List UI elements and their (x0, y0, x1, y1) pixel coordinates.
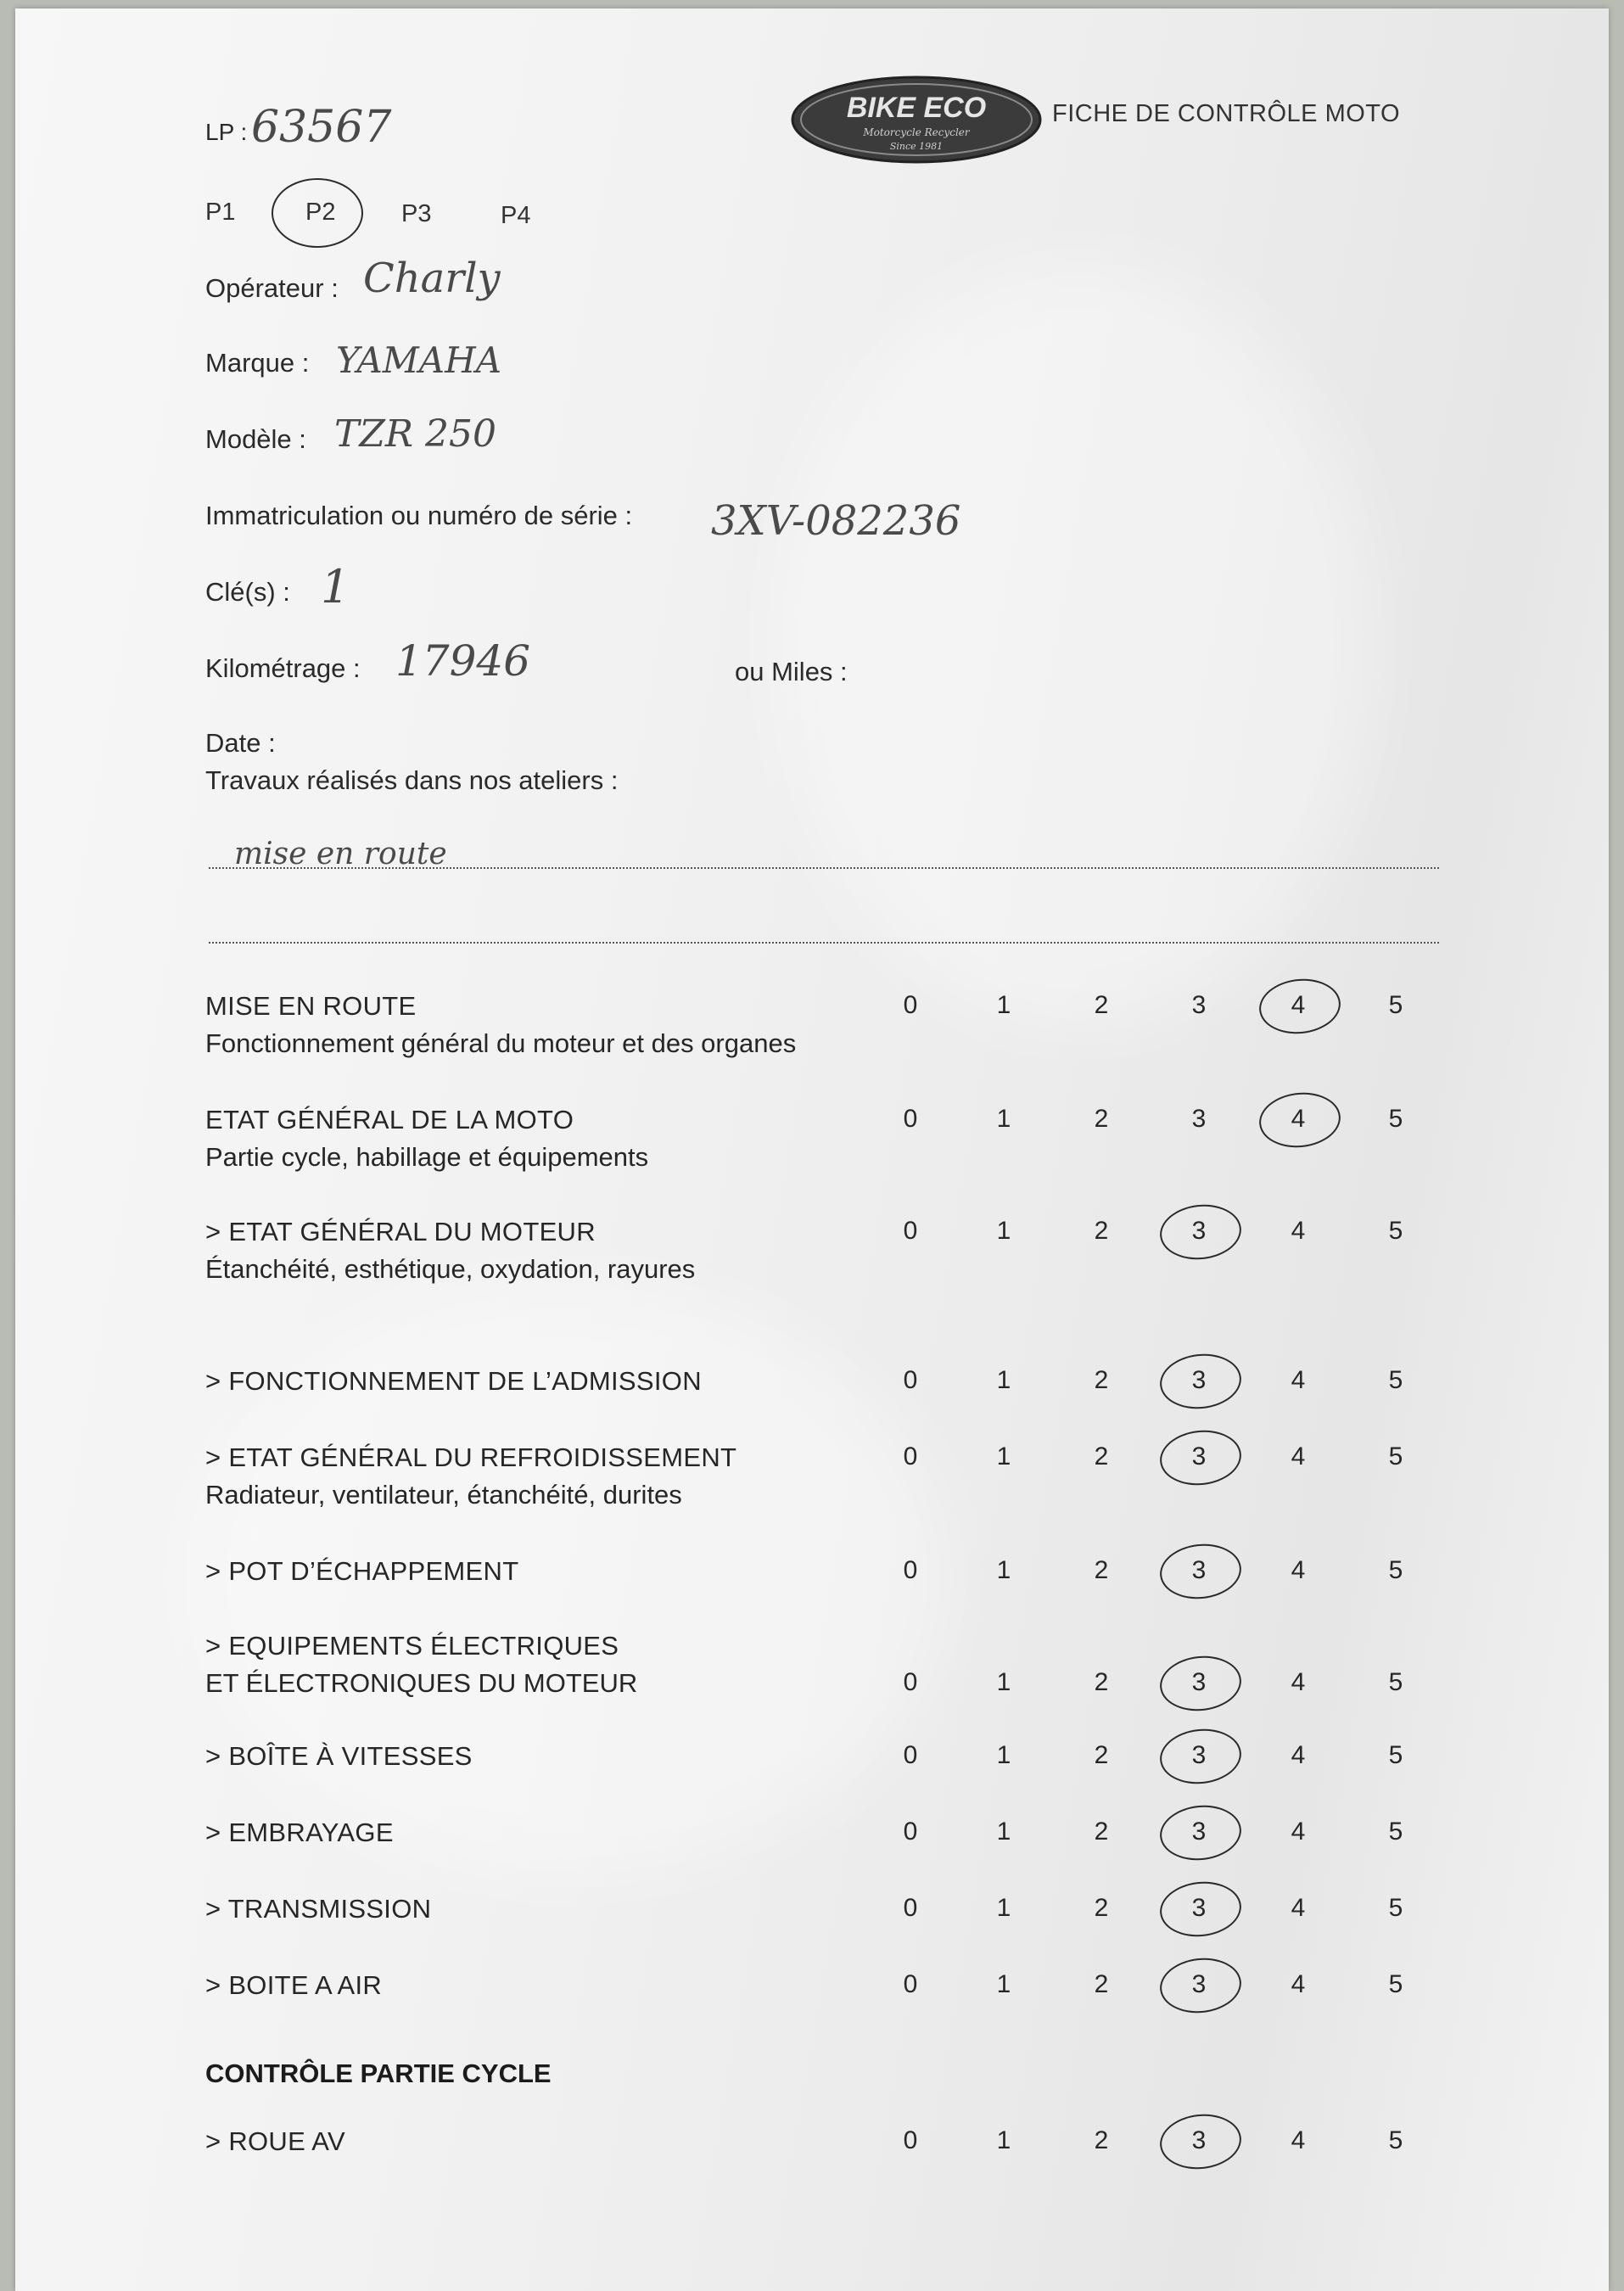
row-7-score-2[interactable]: 2 (1094, 1668, 1109, 1696)
cles-label: Clé(s) : (205, 577, 290, 607)
p-option-3: P3 (401, 200, 432, 227)
row-6-score-2[interactable]: 2 (1094, 1556, 1109, 1584)
immat-value: 3XV-082236 (711, 497, 961, 545)
row-11-score-0[interactable]: 0 (903, 1970, 918, 1998)
row-9-selected-circle (1157, 1801, 1244, 1864)
travaux-line-1 (209, 867, 1439, 869)
row-3-score-0[interactable]: 0 (903, 1217, 918, 1245)
row-9-title: > EMBRAYAGE (205, 1818, 394, 1847)
row-10-score-4[interactable]: 4 (1291, 1894, 1306, 1922)
cycle-row-1-score-1[interactable]: 1 (996, 2126, 1011, 2154)
row-8-selected-circle (1157, 1725, 1244, 1788)
row-7-score-5[interactable]: 5 (1388, 1668, 1403, 1696)
row-8-score-4[interactable]: 4 (1291, 1741, 1306, 1769)
row-5-score-0[interactable]: 0 (903, 1442, 918, 1470)
lp-label: LP : (205, 119, 248, 145)
row-3-subtitle: Étanchéité, esthétique, oxydation, rayures (205, 1254, 696, 1284)
row-10-score-1[interactable]: 1 (996, 1894, 1011, 1922)
p-option-1: P1 (205, 199, 236, 226)
row-1-title: MISE EN ROUTE (205, 991, 417, 1021)
bike-eco-logo (789, 73, 1044, 166)
miles-label: ou Miles : (735, 657, 848, 686)
p2-selection-circle (272, 178, 363, 248)
row-6-title: > POT D’ÉCHAPPEMENT (205, 1556, 519, 1586)
row-10-score-2[interactable]: 2 (1094, 1894, 1109, 1922)
row-8-score-2[interactable]: 2 (1094, 1741, 1109, 1769)
row-5-score-5[interactable]: 5 (1388, 1442, 1403, 1470)
date-label: Date : (205, 728, 276, 758)
km-value: 17946 (395, 636, 531, 686)
row-5-subtitle: Radiateur, ventilateur, étanchéité, durites (205, 1480, 682, 1510)
logo-since: Since 1981 (889, 141, 944, 152)
row-6-score-3[interactable]: 3 (1191, 1556, 1207, 1584)
row-4-score-2[interactable]: 2 (1094, 1366, 1109, 1394)
row-1-score-4[interactable]: 4 (1291, 991, 1306, 1019)
row-1-score-5[interactable]: 5 (1388, 991, 1403, 1019)
row-10-selected-circle (1157, 1878, 1244, 1941)
row-2-score-5[interactable]: 5 (1388, 1105, 1403, 1133)
cles-value: 1 (321, 560, 350, 613)
row-9-score-3[interactable]: 3 (1191, 1818, 1207, 1846)
row-5-score-1[interactable]: 1 (996, 1442, 1011, 1470)
row-5-score-4[interactable]: 4 (1291, 1442, 1306, 1470)
row-9-score-5[interactable]: 5 (1388, 1818, 1403, 1846)
row-10-score-0[interactable]: 0 (903, 1894, 918, 1922)
modele-label: Modèle : (205, 424, 306, 454)
row-1-score-0[interactable]: 0 (903, 991, 918, 1019)
row-1-subtitle: Fonctionnement général du moteur et des organes (205, 1028, 797, 1058)
row-4-score-3[interactable]: 3 (1191, 1366, 1207, 1394)
row-4-selected-circle (1157, 1350, 1244, 1413)
row-7-score-3[interactable]: 3 (1191, 1668, 1207, 1696)
row-7-title: > EQUIPEMENTS ÉLECTRIQUES (205, 1631, 619, 1661)
row-2-subtitle: Partie cycle, habillage et équipements (205, 1142, 649, 1172)
row-2-selected-circle (1257, 1089, 1343, 1151)
row-9-score-0[interactable]: 0 (903, 1818, 918, 1846)
travaux-value: mise en route (234, 837, 447, 871)
modele-value: TZR 250 (334, 412, 497, 456)
row-6-score-0[interactable]: 0 (903, 1556, 918, 1584)
row-11-title: > BOITE A AIR (205, 1970, 383, 2000)
km-label: Kilométrage : (205, 653, 361, 683)
row-11-score-1[interactable]: 1 (996, 1970, 1011, 1998)
row-3-selected-circle (1157, 1201, 1244, 1263)
row-6-score-1[interactable]: 1 (996, 1556, 1011, 1584)
row-2-score-0[interactable]: 0 (903, 1105, 918, 1133)
row-6-selected-circle (1157, 1540, 1244, 1603)
immat-label: Immatriculation ou numéro de série : (205, 501, 633, 530)
travaux-label: Travaux réalisés dans nos ateliers : (205, 765, 619, 795)
row-2-score-3[interactable]: 3 (1191, 1105, 1207, 1133)
marque-label: Marque : (205, 348, 310, 378)
control-sheet (15, 8, 1609, 2291)
operateur-label: Opérateur : (205, 273, 339, 303)
row-4-score-0[interactable]: 0 (903, 1366, 918, 1394)
row-11-score-5[interactable]: 5 (1388, 1970, 1403, 1998)
row-1-score-1[interactable]: 1 (996, 991, 1011, 1019)
logo-text: BIKE ECO (846, 92, 987, 124)
cycle-row-1-title: > ROUE AV (205, 2126, 345, 2156)
row-10-score-3[interactable]: 3 (1191, 1894, 1207, 1922)
row-2-score-1[interactable]: 1 (996, 1105, 1011, 1133)
row-2-title: ETAT GÉNÉRAL DE LA MOTO (205, 1105, 574, 1134)
row-5-score-3[interactable]: 3 (1191, 1442, 1207, 1470)
cycle-row-1-selected-circle (1157, 2110, 1244, 2173)
row-9-score-1[interactable]: 1 (996, 1818, 1011, 1846)
row-7-selected-circle (1157, 1652, 1244, 1715)
row-2-score-2[interactable]: 2 (1094, 1105, 1109, 1133)
row-6-score-4[interactable]: 4 (1291, 1556, 1306, 1584)
row-8-title: > BOÎTE À VITESSES (205, 1741, 473, 1771)
row-3-score-1[interactable]: 1 (996, 1217, 1011, 1245)
row-3-score-4[interactable]: 4 (1291, 1217, 1306, 1245)
p-option-4: P4 (501, 202, 531, 229)
row-1-selected-circle (1257, 975, 1343, 1038)
row-10-score-5[interactable]: 5 (1388, 1894, 1403, 1922)
row-1-score-3[interactable]: 3 (1191, 991, 1207, 1019)
row-2-score-4[interactable]: 4 (1291, 1105, 1306, 1133)
row-5-title: > ETAT GÉNÉRAL DU REFROIDISSEMENT (205, 1442, 737, 1472)
glare (779, 263, 1373, 1027)
sheet-title: FICHE DE CONTRÔLE MOTO (1052, 100, 1401, 127)
row-8-score-3[interactable]: 3 (1191, 1741, 1207, 1769)
p-option-2: P2 (305, 199, 336, 226)
cycle-row-1-score-4[interactable]: 4 (1291, 2126, 1306, 2154)
row-1-score-2[interactable]: 2 (1094, 991, 1109, 1019)
row-3-score-2[interactable]: 2 (1094, 1217, 1109, 1245)
row-3-score-3[interactable]: 3 (1191, 1217, 1207, 1245)
section-partie-cycle: CONTRÔLE PARTIE CYCLE (205, 2059, 552, 2088)
row-5-score-2[interactable]: 2 (1094, 1442, 1109, 1470)
lp-value: 63567 (251, 102, 392, 153)
row-4-title: > FONCTIONNEMENT DE L’ADMISSION (205, 1366, 702, 1396)
row-7-score-4[interactable]: 4 (1291, 1668, 1306, 1696)
row-4-score-4[interactable]: 4 (1291, 1366, 1306, 1394)
row-8-score-5[interactable]: 5 (1388, 1741, 1403, 1769)
row-9-score-4[interactable]: 4 (1291, 1818, 1306, 1846)
row-11-score-2[interactable]: 2 (1094, 1970, 1109, 1998)
row-6-score-5[interactable]: 5 (1388, 1556, 1403, 1584)
row-3-score-5[interactable]: 5 (1388, 1217, 1403, 1245)
operateur-value: Charly (363, 255, 501, 302)
travaux-line-2 (209, 942, 1439, 944)
marque-value: YAMAHA (336, 339, 502, 381)
row-10-title: > TRANSMISSION (205, 1894, 432, 1924)
row-5-selected-circle (1157, 1426, 1244, 1489)
row-4-score-1[interactable]: 1 (996, 1366, 1011, 1394)
cycle-row-1-score-5[interactable]: 5 (1388, 2126, 1403, 2154)
row-7-score-0[interactable]: 0 (903, 1668, 918, 1696)
row-11-score-3[interactable]: 3 (1191, 1970, 1207, 1998)
cycle-row-1-score-3[interactable]: 3 (1191, 2126, 1207, 2154)
row-8-score-0[interactable]: 0 (903, 1741, 918, 1769)
row-9-score-2[interactable]: 2 (1094, 1818, 1109, 1846)
row-3-title: > ETAT GÉNÉRAL DU MOTEUR (205, 1217, 596, 1246)
row-7-score-1[interactable]: 1 (996, 1668, 1011, 1696)
row-11-selected-circle (1157, 1954, 1244, 2017)
row-11-score-4[interactable]: 4 (1291, 1970, 1306, 1998)
logo-tagline: Motorcycle Recycler (863, 126, 970, 138)
row-7-subtitle: ET ÉLECTRONIQUES DU MOTEUR (205, 1668, 638, 1698)
row-8-score-1[interactable]: 1 (996, 1741, 1011, 1769)
cycle-row-1-score-0[interactable]: 0 (903, 2126, 918, 2154)
cycle-row-1-score-2[interactable]: 2 (1094, 2126, 1109, 2154)
row-4-score-5[interactable]: 5 (1388, 1366, 1403, 1394)
